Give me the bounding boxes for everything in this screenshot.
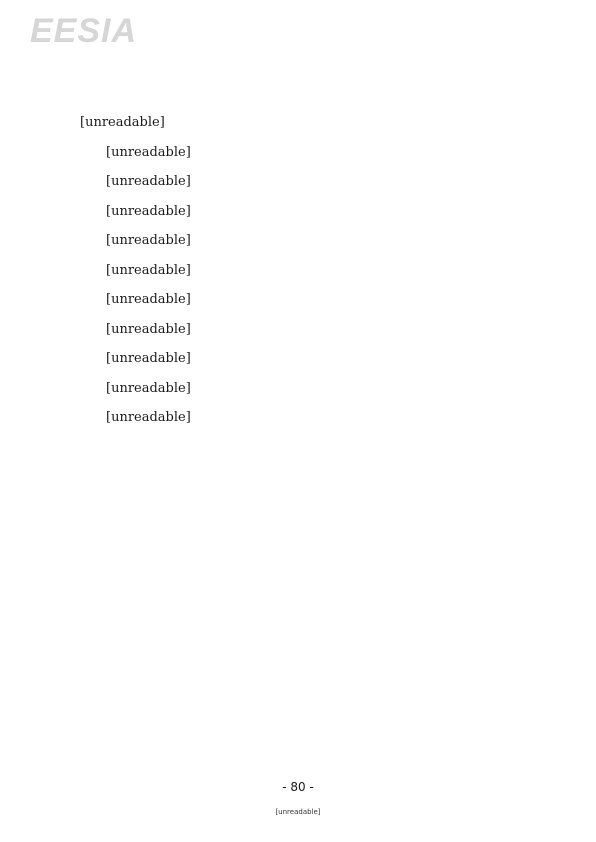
paragraph-20-1-8: [unreadable] <box>106 144 191 160</box>
page-number: - 80 - <box>282 780 314 794</box>
paragraph-20-1-12: [unreadable] <box>106 351 191 366</box>
paragraph-20-1-10-item-3: [unreadable] <box>106 292 191 307</box>
brand-logo: EESIA <box>30 12 138 50</box>
paragraph-20-1-13: [unreadable] <box>106 380 191 396</box>
paragraph-20-1-9: [unreadable] <box>106 174 191 189</box>
paragraph-20-1-11: [unreadable] <box>106 321 191 337</box>
paragraph-20-1-10-item-1: [unreadable] <box>106 233 191 248</box>
paragraph-continuation: [unreadable] <box>80 115 165 130</box>
paragraph-20-1-14: [unreadable] <box>106 410 191 425</box>
footer-notice: [unreadable] <box>275 808 321 816</box>
document-body <box>80 108 520 433</box>
paragraph-20-1-10: [unreadable] <box>106 203 191 219</box>
paragraph-20-1-10-item-2: [unreadable] <box>106 262 191 278</box>
